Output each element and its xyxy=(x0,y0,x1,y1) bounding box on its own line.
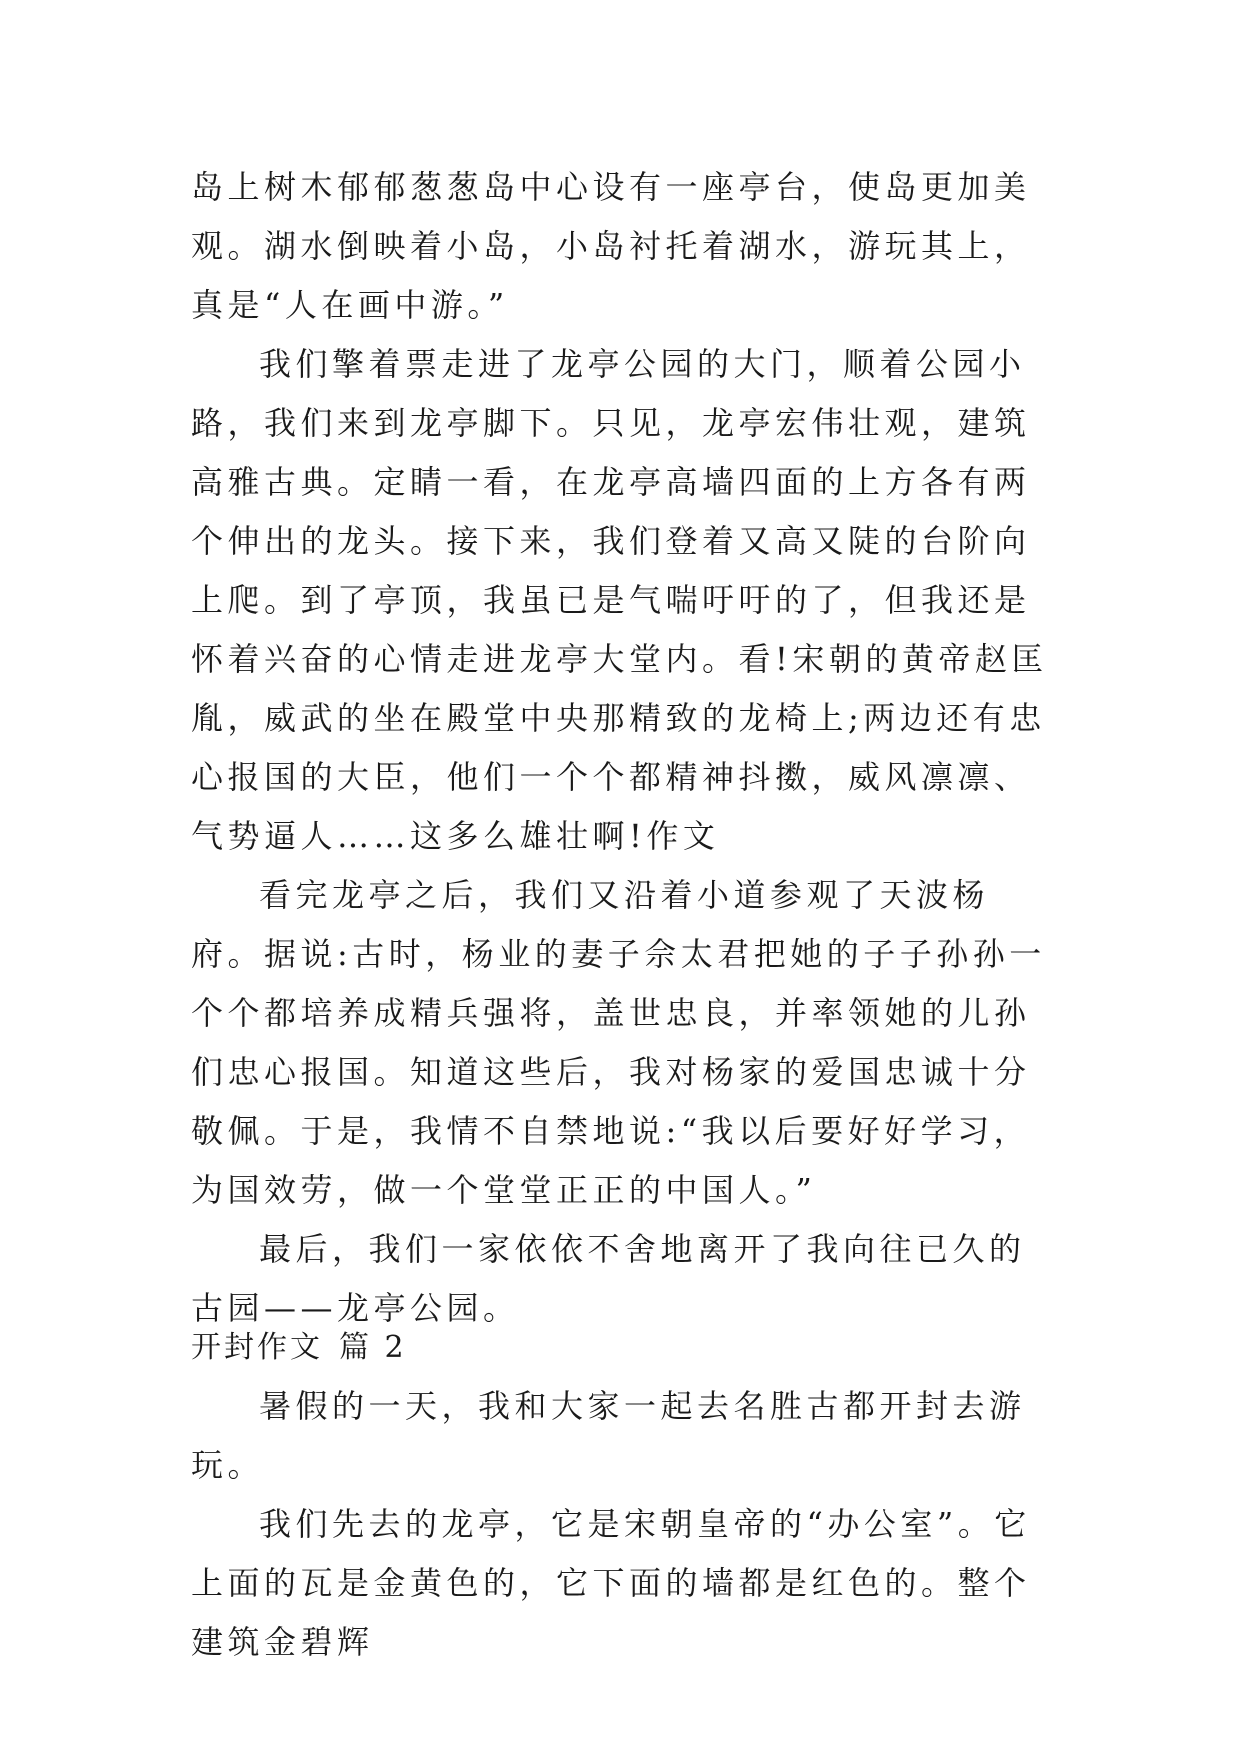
paragraph-tianbo-yangfu: 看完龙亭之后，我们又沿着小道参观了天波杨府。据说:古时，杨业的妻子佘太君把她的子子孙孙一个个都培养成精兵强将，盖世忠良，并率领她的儿孙们忠心报国。知道这些后，我对杨家的爱国忠诚十分敬佩。于是，我情不自禁地说:“我以后要好好学习，为国效劳，做一个堂堂正正的中国人。” xyxy=(191,876,1046,1209)
paragraph-farewell: 最后，我们一家依依不舍地离开了我向往已久的古园——龙亭公园。 xyxy=(191,1230,1026,1327)
section-title: 开封作文 xyxy=(191,1330,323,1365)
paragraph-longting-office: 我们先去的龙亭，它是宋朝皇帝的“办公室”。它上面的瓦是金黄色的，它下面的墙都是红色的。整个建筑金碧辉 xyxy=(191,1505,1031,1661)
paragraph-longting-visit: 我们擎着票走进了龙亭公园的大门，顺着公园小路，我们来到龙亭脚下。只见，龙亭宏伟壮观，建筑高雅古典。定睛一看，在龙亭高墙四面的上方各有两个伸出的龙头。接下来，我们登着又高又陡的台阶向上爬。到了亭顶，我虽已是气喘吁吁的了，但我还是怀着兴奋的心情走进龙亭大堂内。看!宋朝的黄帝赵匡胤，威武的坐在殿堂中央那精致的龙椅上;两边还有忠心报国的大臣，他们一个个都精神抖擞，威风凛凛、气势逼人……这多么雄壮啊!作文 xyxy=(191,345,1048,855)
section-1-body xyxy=(191,158,1051,1338)
section-number: 篇 2 xyxy=(339,1330,407,1365)
continuation-paragraph: 岛上树木郁郁葱葱岛中心设有一座亭台，使岛更加美观。湖水倒映着小岛，小岛衬托着湖水，游玩其上，真是“人在画中游。” xyxy=(191,168,1031,324)
section-heading xyxy=(191,1318,1051,1377)
paragraph-summer-trip: 暑假的一天，我和大家一起去名胜古都开封去游玩。 xyxy=(191,1387,1026,1484)
section-2 xyxy=(191,1318,1051,1672)
